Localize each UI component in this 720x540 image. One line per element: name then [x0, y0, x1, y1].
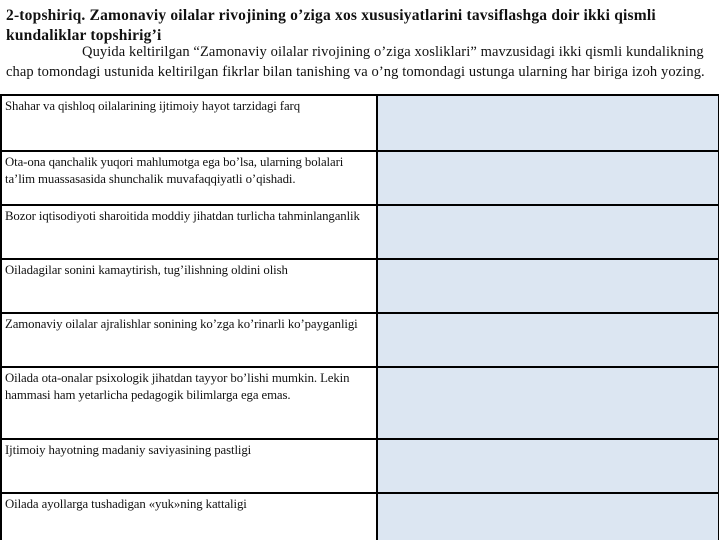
- statement-cell: Ota-ona qanchalik yuqori mahlumotga ega bo’lsa, ularning bolalari ta’lim muassasasida shunchalik muvafaqqiyatli o’qishadi.: [2, 152, 378, 204]
- table-row: [2, 152, 719, 206]
- comment-cell[interactable]: [378, 314, 719, 366]
- table-row: [2, 206, 719, 260]
- table-row: [2, 494, 719, 540]
- table-row: [2, 368, 719, 440]
- task-instruction: Quyida keltirilgan “Zamonaviy oilalar rivojining o’ziga xosliklari” mavzusidagi ikki qismli kundalikning chap tomondagi ustunida keltirilgan fikrlar bilan tanishing va o’ng tomondagi ustunga ularning har biriga izoh yozing.: [6, 44, 705, 80]
- comment-cell[interactable]: [378, 260, 719, 312]
- table-row: [2, 96, 719, 152]
- task-title: 2-topshiriq. Zamonaviy oilalar rivojining o’ziga xos xususiyatlarini tavsiflashga doir ikki qismli kundaliklar topshirig’i: [6, 7, 656, 44]
- comment-cell[interactable]: [378, 96, 719, 150]
- table-row: [2, 314, 719, 368]
- table-row: [2, 260, 719, 314]
- comment-cell[interactable]: [378, 368, 719, 438]
- two-part-diary-table: [0, 94, 719, 540]
- comment-cell[interactable]: [378, 152, 719, 204]
- statement-cell: Zamonaviy oilalar ajralishlar sonining ko’zga ko’rinarli ko’payganligi: [2, 314, 378, 366]
- statement-cell: Oilada ayollarga tushadigan «yuk»ning kattaligi: [2, 494, 378, 540]
- comment-cell[interactable]: [378, 440, 719, 492]
- comment-cell[interactable]: [378, 206, 719, 258]
- statement-cell: Bozor iqtisodiyoti sharoitida moddiy jihatdan turlicha tahminlanganlik: [2, 206, 378, 258]
- statement-cell: Oilada ota-onalar psixologik jihatdan tayyor bo’lishi mumkin. Lekin hammasi ham yetarlicha pedagogik bilimlarga ega emas.: [2, 368, 378, 438]
- statement-cell: Oiladagilar sonini kamaytirish, tug’ilishning oldini olish: [2, 260, 378, 312]
- statement-cell: Ijtimoiy hayotning madaniy saviyasining pastligi: [2, 440, 378, 492]
- table-row: [2, 440, 719, 494]
- statement-cell: Shahar va qishloq oilalarining ijtimoiy hayot tarzidagi farq: [2, 96, 378, 150]
- comment-cell[interactable]: [378, 494, 719, 540]
- task-header: [0, 0, 720, 96]
